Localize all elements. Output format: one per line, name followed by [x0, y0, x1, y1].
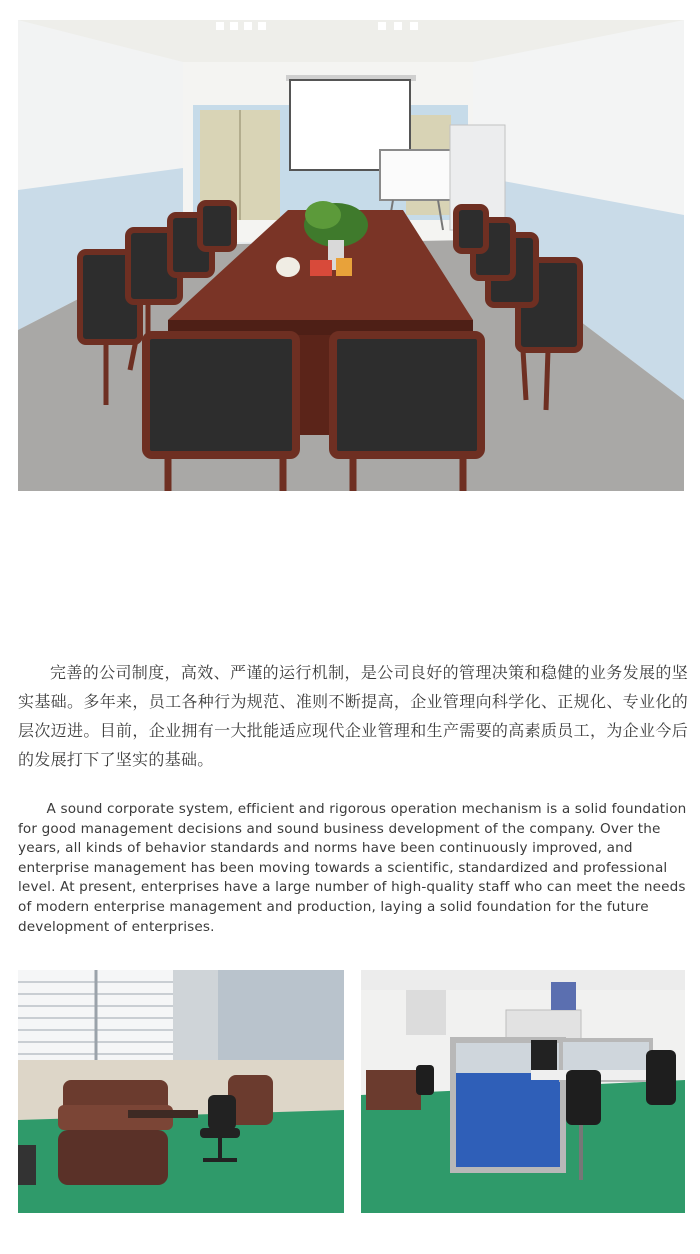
conference-room-photo: [18, 20, 684, 491]
lounge-photo: [18, 970, 344, 1213]
english-description: A sound corporate system, efficient and rigorous operation mechanism is a solid foundation for good management decisions and sound business development of the company. Over the years, all kinds of behavior standards and norms have been continuously improved, and enterprise management has been moving towards a scientific, standardized and professional level. At present, enterprises have a large number of high-quality staff who can meet the needs of modern enterprise management and production, laying a solid foundation for the future development of enterprises.: [18, 801, 687, 935]
chinese-description: 完善的公司制度，高效、严谨的运行机制，是公司良好的管理决策和稳健的业务发展的坚实基础。多年来，员工各种行为规范、准则不断提高，企业管理向科学化、正规化、专业化的层次迈进。目前，企业拥有一大批能适应现代企业管理和生产需要的高素质员工，为企业今后的发展打下了坚实的基础。: [18, 663, 688, 769]
office-workstation-photo: [361, 970, 685, 1213]
